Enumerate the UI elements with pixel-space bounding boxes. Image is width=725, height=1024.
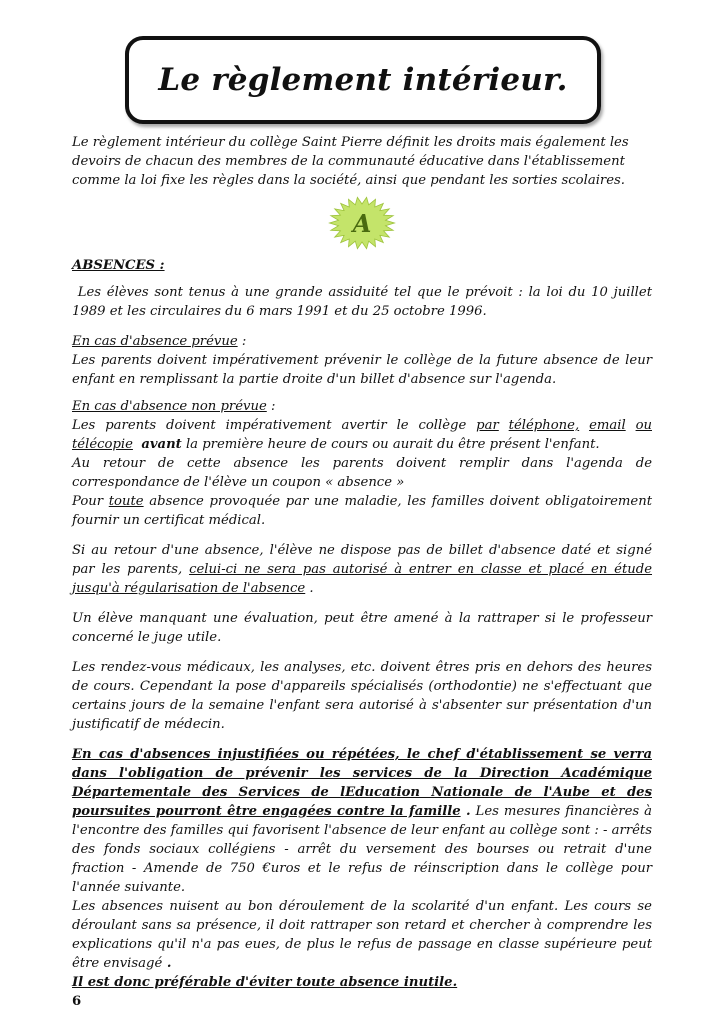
billet-underlined: celui-ci ne sera pas autorisé à entrer en classe et placé en étude jusqu'à régularisation de l'absence <box>72 562 652 596</box>
section-heading-absences <box>72 256 652 275</box>
np-ou: ou <box>635 418 652 433</box>
np-telephone: téléphone, <box>508 418 580 433</box>
letter-a-seal-icon <box>326 196 398 250</box>
intro-paragraph: Le règlement intérieur du collège Saint Pierre définit les droits mais également les devoirs de chacun des membres de la communauté éducative dans l'établissement comme la loi fixe les règles dans la société, ainsi que pendant les sorties scolaires. <box>72 135 629 188</box>
seal-letter: A <box>352 209 372 238</box>
assiduite-text: Les élèves sont tenus à une grande assiduité tel que le prévoit : la loi du 10 juillet 1989 et les circulaires du 6 mars 1991 et du 25 octobre 1996. <box>72 285 652 319</box>
injustifiees-dot: . <box>460 804 471 819</box>
title-box <box>125 36 601 124</box>
assiduite-paragraph <box>72 283 652 321</box>
absence-prevue-heading <box>72 332 652 351</box>
absence-non-prevue-heading <box>72 397 652 416</box>
page-number: 6 <box>72 994 82 1009</box>
final-text: Il est donc préférable d'éviter toute absence inutile. <box>72 975 458 990</box>
absence-non-prevue-label: En cas d'absence non prévue <box>72 399 267 414</box>
np-text-b: la première heure de cours ou aurait du être présent l'enfant. <box>181 437 600 452</box>
document-body <box>72 133 652 1011</box>
certificat-paragraph <box>72 492 652 530</box>
absence-prevue-colon: : <box>237 334 247 349</box>
final-statement <box>72 973 652 992</box>
toute-word: toute <box>108 494 144 509</box>
absence-prevue-text: Les parents doivent impérativement prévenir le collège de la future absence de leur enfant en remplissant la partie droite d'un billet d'absence sur l'agenda. <box>72 353 652 387</box>
rendez-vous-paragraph: Les rendez-vous médicaux, les analyses, etc. doivent êtres pris en dehors des heures de cours. Cependant la pose d'appareils spécialisés (orthodontie) ne s'effectuant que certains jours de la semaine l'enfant sera autorisé à s'absenter sur présentation d'un justificatif de médecin. <box>72 660 652 732</box>
np-email: email <box>589 418 626 433</box>
certificat-text: absence provoquée par une maladie, les familles doivent obligatoirement fournir un certificat médical. <box>72 494 652 528</box>
retour-paragraph: Au retour de cette absence les parents doivent remplir dans l'agenda de correspondance de l'élève un coupon « absence » <box>72 456 652 490</box>
absence-non-prevue-text <box>72 416 652 454</box>
billet-text: Si au retour d'une absence, l'élève ne dispose pas de billet d'absence daté et signé par les parents, <box>72 543 652 577</box>
mesures-financieres-text: Les mesures financières à l'encontre des familles qui favorisent l'absence de leur enfant au collège sont : - arrêts des fonds sociaux collégiens - arrêt du versement des bourses ou retrait d'une fraction - Amende de 750 €uros et le refus de réinscription dans le collège pour l'année suivante. <box>72 804 653 895</box>
nuisent-text: Les absences nuisent au bon déroulement de la scolarité d'un enfant. Les cours se déroulant sans sa présence, il doit rattraper son retard et chercher à comprendre les explications qu'il n'a pas eues, de plus le refus de passage en classe supérieure peut être envisagé <box>72 899 652 971</box>
pour-text: Pour <box>72 494 109 509</box>
nuisent-dot: . <box>162 956 172 971</box>
section-heading-text: ABSENCES : <box>72 258 165 273</box>
nuisent-paragraph <box>72 897 652 973</box>
evaluation-paragraph: Un élève manquant une évaluation, peut être amené à la rattraper si le professeur concerné le juge utile. <box>72 611 652 645</box>
billet-absence-paragraph <box>72 541 652 598</box>
absence-non-prevue-colon: : <box>266 399 276 414</box>
np-text-a: Les parents doivent impérativement avertir le collège <box>72 418 477 433</box>
np-par: par <box>476 418 499 433</box>
page-title: Le règlement intérieur. <box>158 62 568 98</box>
np-telecopie: télécopie <box>72 437 133 452</box>
injustifiees-bold: En cas d'absences injustifiées ou répétées, le chef d'établissement se verra dans l'obligation de prévenir les services de la Direction Académique Départementale des Services de lEducation Nationale de l'Aube et des poursuites pourront être engagées contre la famille <box>72 747 652 819</box>
np-avant: avant <box>141 437 182 452</box>
absences-injustifiees-paragraph <box>72 745 652 897</box>
billet-end: . <box>305 581 314 596</box>
absence-prevue-label: En cas d'absence prévue <box>72 334 238 349</box>
